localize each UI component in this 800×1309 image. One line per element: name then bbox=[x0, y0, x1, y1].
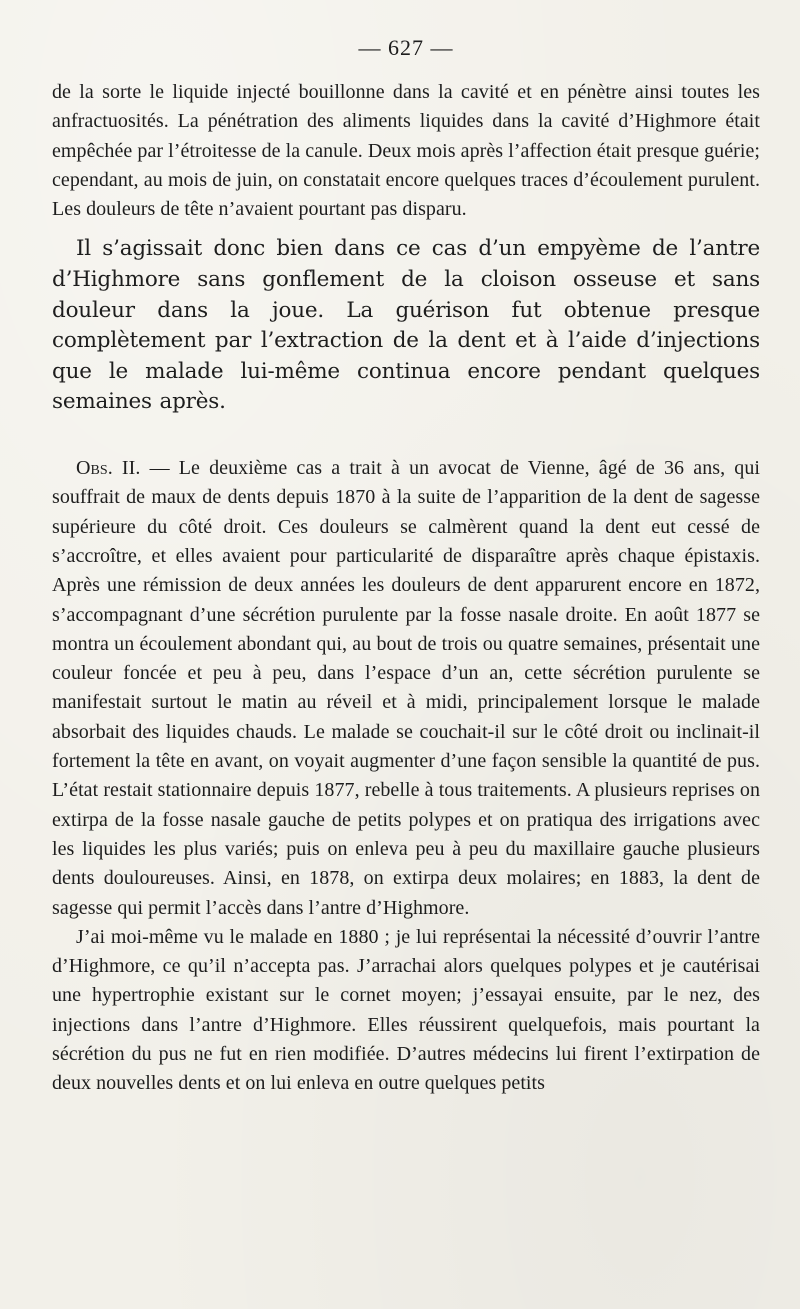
paragraph-observation-2 bbox=[52, 454, 760, 923]
observation-label: Obs. II. bbox=[76, 457, 141, 480]
paragraph-continuation: de la sorte le liquide injecté bouillonne dans la cavité et en pénètre ainsi toutes les anfractuosités. La pénétration des aliments liquides dans la cavité d’Highmore était empêchée par l’étroitesse de la canule. Deux mois après l’affection était presque guérie; cependant, au mois de juin, on constatait encore quelques traces d’écoulement purulent. Les douleurs de tête n’avaient pourtant pas disparu. bbox=[52, 81, 760, 221]
observation-text: — Le deuxième cas a trait à un avocat de Vienne, âgé de 36 ans, qui souffrait de maux de dents depuis 1870 à la suite de l’apparition de la dent de sagesse supérieure du côté droit. Ces douleurs se calmèrent quand la dent eut cessé de s’accroître, et elles avaient pour particularité de disparaître après chaque épistaxis. Après une rémission de deux années les douleurs de dent apparurent encore en 1872, s’accompagnant d’une sécrétion purulente par la fosse nasale droite. En août 1877 se montra un écoulement abondant qui, au bout de trois ou quatre semaines, présentait une couleur foncée et peu à peu, dans l’espace d’un an, cette sécrétion purulente se manifestait surtout le matin au réveil et à midi, principalement lorsque le malade absorbait des liquides chauds. Le malade se couchait-il sur le côté droit ou inclinait-il fortement la tête en avant, on voyait augmenter d’une façon sensible la quantité de pus. L’état restait stationnaire depuis 1877, rebelle à tous traitements. A plusieurs reprises on extirpa de la fosse nasale gauche de petits polypes et on pratiqua des irrigations avec les liquides les plus variés; puis on enleva peu à peu du maxillaire gauche plusieurs dents douloureuses. Ainsi, en 1878, on extirpa deux molaires; en 1883, la dent de sagesse qui permit l’accès dans l’antre d’Highmore. bbox=[52, 457, 760, 919]
paragraph-author-account: J’ai moi-même vu le malade en 1880 ; je lui représentai la nécessité d’ouvrir l’antre d’Highmore, ce qu’il n’accepta pas. J’arrachai alors quelques polypes et je cautérisai une hypertrophie existant sur le cornet moyen; j’essayai ensuite, par le nez, des injections dans l’antre d’Highmore. Elles réussirent quelquefois, mais pourtant la sécrétion du pus ne fut en rien modifiée. D’autres médecins lui firent l’extirpation de deux nouvelles dents et on lui enleva en outre quelques petits bbox=[52, 925, 760, 1095]
paragraph-conclusion: Il s’agissait donc bien dans ce cas d’un empyème de l’antre d’Highmore sans gonflement de la cloison osseuse et sans douleur dans la joue. La guérison fut obtenue presque complètement par l’extraction de la dent et à l’aide d’injections que le malade lui-même continua encore pendant quelques semaines après. bbox=[52, 236, 760, 415]
page-number: — 627 — bbox=[358, 35, 454, 60]
